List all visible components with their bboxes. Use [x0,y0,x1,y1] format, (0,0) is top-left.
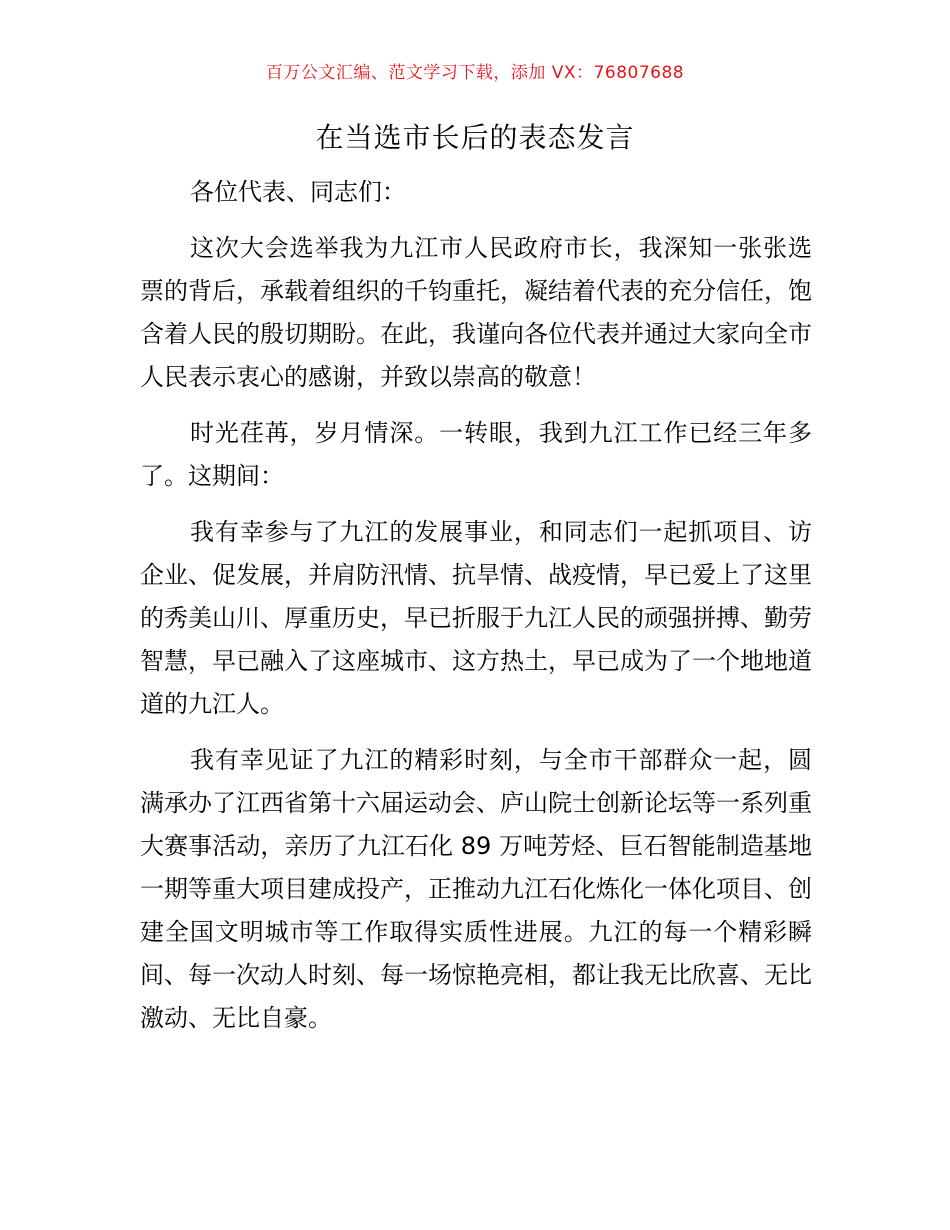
paragraph-3: 我有幸参与了九江的发展事业，和同志们一起抓项目、访企业、促发展，并肩防汛情、抗旱情、战疫情，早已爱上了这里的秀美山川、厚重历史，早已折服于九江人民的顽强拼搏、勤劳智慧，早已融入了这座城市、这方热土，早已成为了一个地地道道的九江人。 [140,518,812,718]
paragraph-1: 这次大会选举我为九江市人民政府市长，我深知一张张选票的背后，承载着组织的千钧重托，凝结着代表的充分信任，饱含着人民的殷切期盼。在此，我谨向各位代表并通过大家向全市人民表示衷心的感谢，并致以崇高的敬意！ [140,234,812,391]
document-title: 在当选市长后的表态发言 [315,121,635,154]
paragraph-2: 时光荏苒，岁月情深。一转眼，我到九江工作已经三年多了。这期间： [140,419,812,490]
header-watermark-note: 百万公文汇编、范文学习下载，添加 VX：76807688 [265,63,685,83]
salutation: 各位代表、同志们： [190,178,406,206]
document-body [140,227,812,1053]
paragraph-4: 我有幸见证了九江的精彩时刻，与全市干部群众一起，圆满承办了江西省第十六届运动会、庐山院士创新论坛等一系列重大赛事活动，亲历了九江石化 89 万吨芳烃、巨石智能制造基地一期等重大项目建成投产，正推动九江石化炼化一体化项目、创建全国文明城市等工作取得实质性进展。九江的每一个精彩瞬间、每一次动人时刻、每一场惊艳亮相，都让我无比欣喜、无比激动、无比自豪。 [140,746,812,1032]
